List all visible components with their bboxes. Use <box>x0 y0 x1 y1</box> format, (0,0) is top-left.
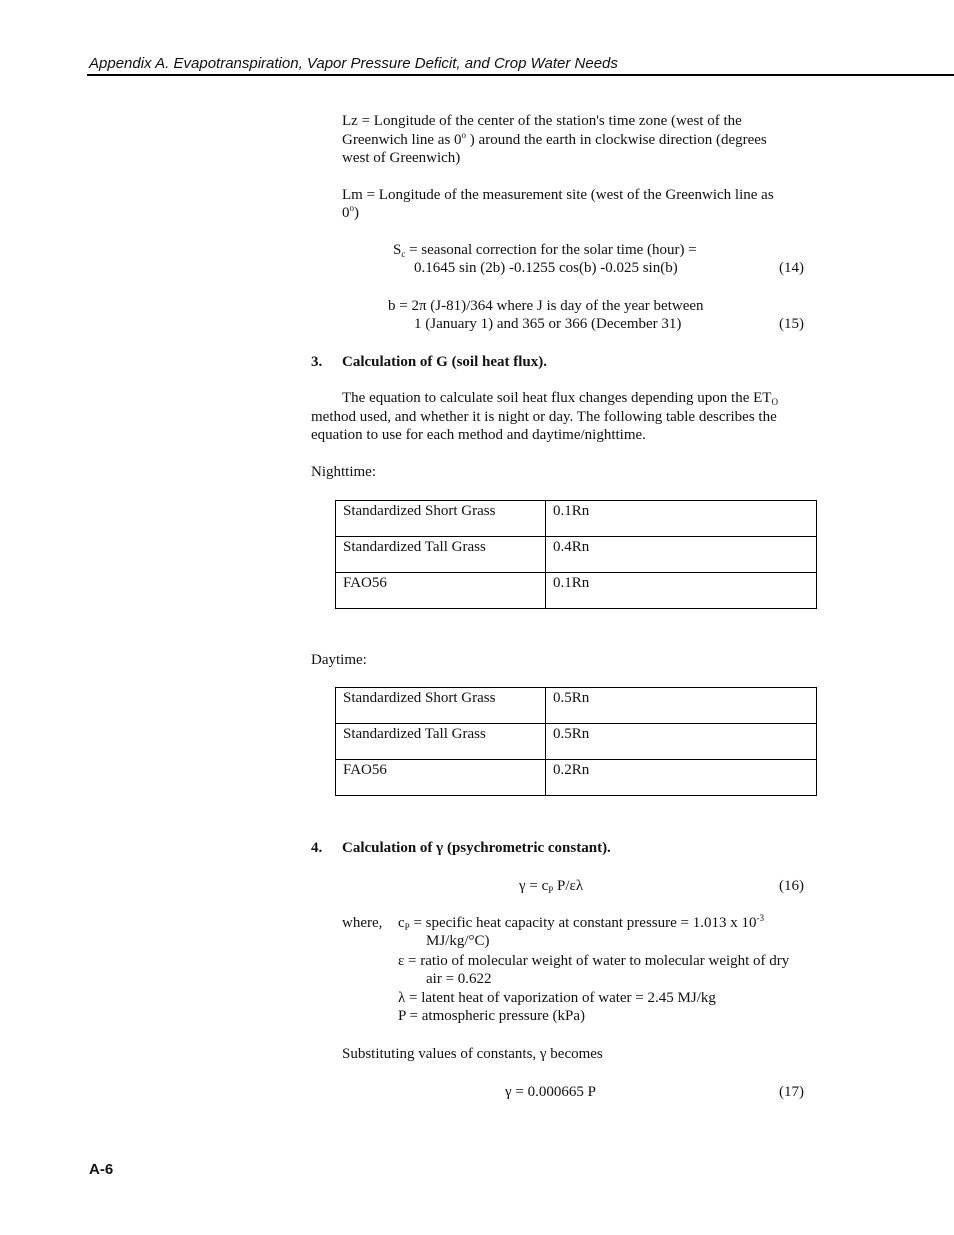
method-cell: Standardized Tall Grass <box>336 724 546 760</box>
lambda-definition: λ = latent heat of vaporization of water = 2.45 MJ/kg <box>398 990 716 1006</box>
method-cell: Standardized Tall Grass <box>336 537 546 573</box>
eq17-number: (17) <box>779 1084 804 1100</box>
section-3-para-line-3: equation to use for each method and daytime/nighttime. <box>311 427 646 443</box>
value-cell: 0.1Rn <box>546 573 817 609</box>
lz-line-3: west of Greenwich) <box>342 150 461 166</box>
value-cell: 0.5Rn <box>546 724 817 760</box>
section-3-para-line-2: method used, and whether it is night or day. The following table describes the <box>311 409 777 425</box>
lm-line-2: 0$^o$) <box>342 203 359 221</box>
cp-definition: $c_P$ = specific heat capacity at constant pressure = 1.013 x $10^{-3}$ <box>398 913 764 932</box>
pressure-definition: P = atmospheric pressure (kPa) <box>398 1008 586 1024</box>
table-row <box>336 760 817 796</box>
daytime-table <box>335 687 817 796</box>
lm-line-1: Lm = Longitude of the measurement site (west of the Greenwich line as <box>342 187 774 203</box>
table-row <box>336 688 817 724</box>
eq14-line-2: 0.1645 sin (2b) -0.1255 cos(b) -0.025 sin(b) <box>414 260 678 276</box>
table-row <box>336 724 817 760</box>
header-rule <box>87 74 954 76</box>
running-header: Appendix A. Evapotranspiration, Vapor Pressure Deficit, and Crop Water Needs <box>89 55 618 72</box>
where-label: where, <box>342 915 383 931</box>
lz-line-1: Lz = Longitude of the center of the station's time zone (west of the <box>342 113 742 129</box>
method-cell: Standardized Short Grass <box>336 501 546 537</box>
page-number: A-6 <box>89 1161 114 1178</box>
eq16: $\gamma = c_P$ P/ελ <box>519 878 584 895</box>
table-row <box>336 537 817 573</box>
nighttime-label: Nighttime: <box>311 464 376 480</box>
table-row <box>336 573 817 609</box>
section-3-title: Calculation of G (soil heat flux). <box>342 354 547 370</box>
value-cell: 0.1Rn <box>546 501 817 537</box>
eq15-line-1: b = 2π (J-81)/364 where J is day of the year between <box>388 298 704 314</box>
eq15-line-2: 1 (January 1) and 365 or 366 (December 31) <box>414 316 682 332</box>
value-cell: 0.4Rn <box>546 537 817 573</box>
eq16-number: (16) <box>779 878 804 894</box>
eq15-number: (15) <box>779 316 804 332</box>
value-cell: 0.5Rn <box>546 688 817 724</box>
table-row <box>336 501 817 537</box>
substituting-text: Substituting values of constants, γ becomes <box>342 1046 603 1062</box>
eq17: γ = 0.000665 P <box>505 1084 596 1100</box>
daytime-label: Daytime: <box>311 652 367 668</box>
eq14-line-1: $S_c$ = seasonal correction for the solar time (hour) = <box>393 242 697 259</box>
value-cell: 0.2Rn <box>546 760 817 796</box>
section-3-number: 3. <box>311 354 323 370</box>
cp-definition-line-2: MJ/kg/°C) <box>426 933 490 949</box>
section-3-para-line-1: The equation to calculate soil heat flux changes depending upon the $ET_O$ <box>342 390 778 407</box>
method-cell: FAO56 <box>336 573 546 609</box>
method-cell: FAO56 <box>336 760 546 796</box>
method-cell: Standardized Short Grass <box>336 688 546 724</box>
section-4-number: 4. <box>311 840 323 856</box>
epsilon-definition: ε = ratio of molecular weight of water to molecular weight of dry <box>398 953 790 969</box>
section-4-title: Calculation of γ (psychrometric constant). <box>342 840 611 856</box>
nighttime-table <box>335 500 817 609</box>
epsilon-definition-line-2: air = 0.622 <box>426 971 492 987</box>
lz-line-2: Greenwich line as 0$^o$ ) around the earth in clockwise direction (degrees <box>342 130 767 148</box>
eq14-number: (14) <box>779 260 804 276</box>
